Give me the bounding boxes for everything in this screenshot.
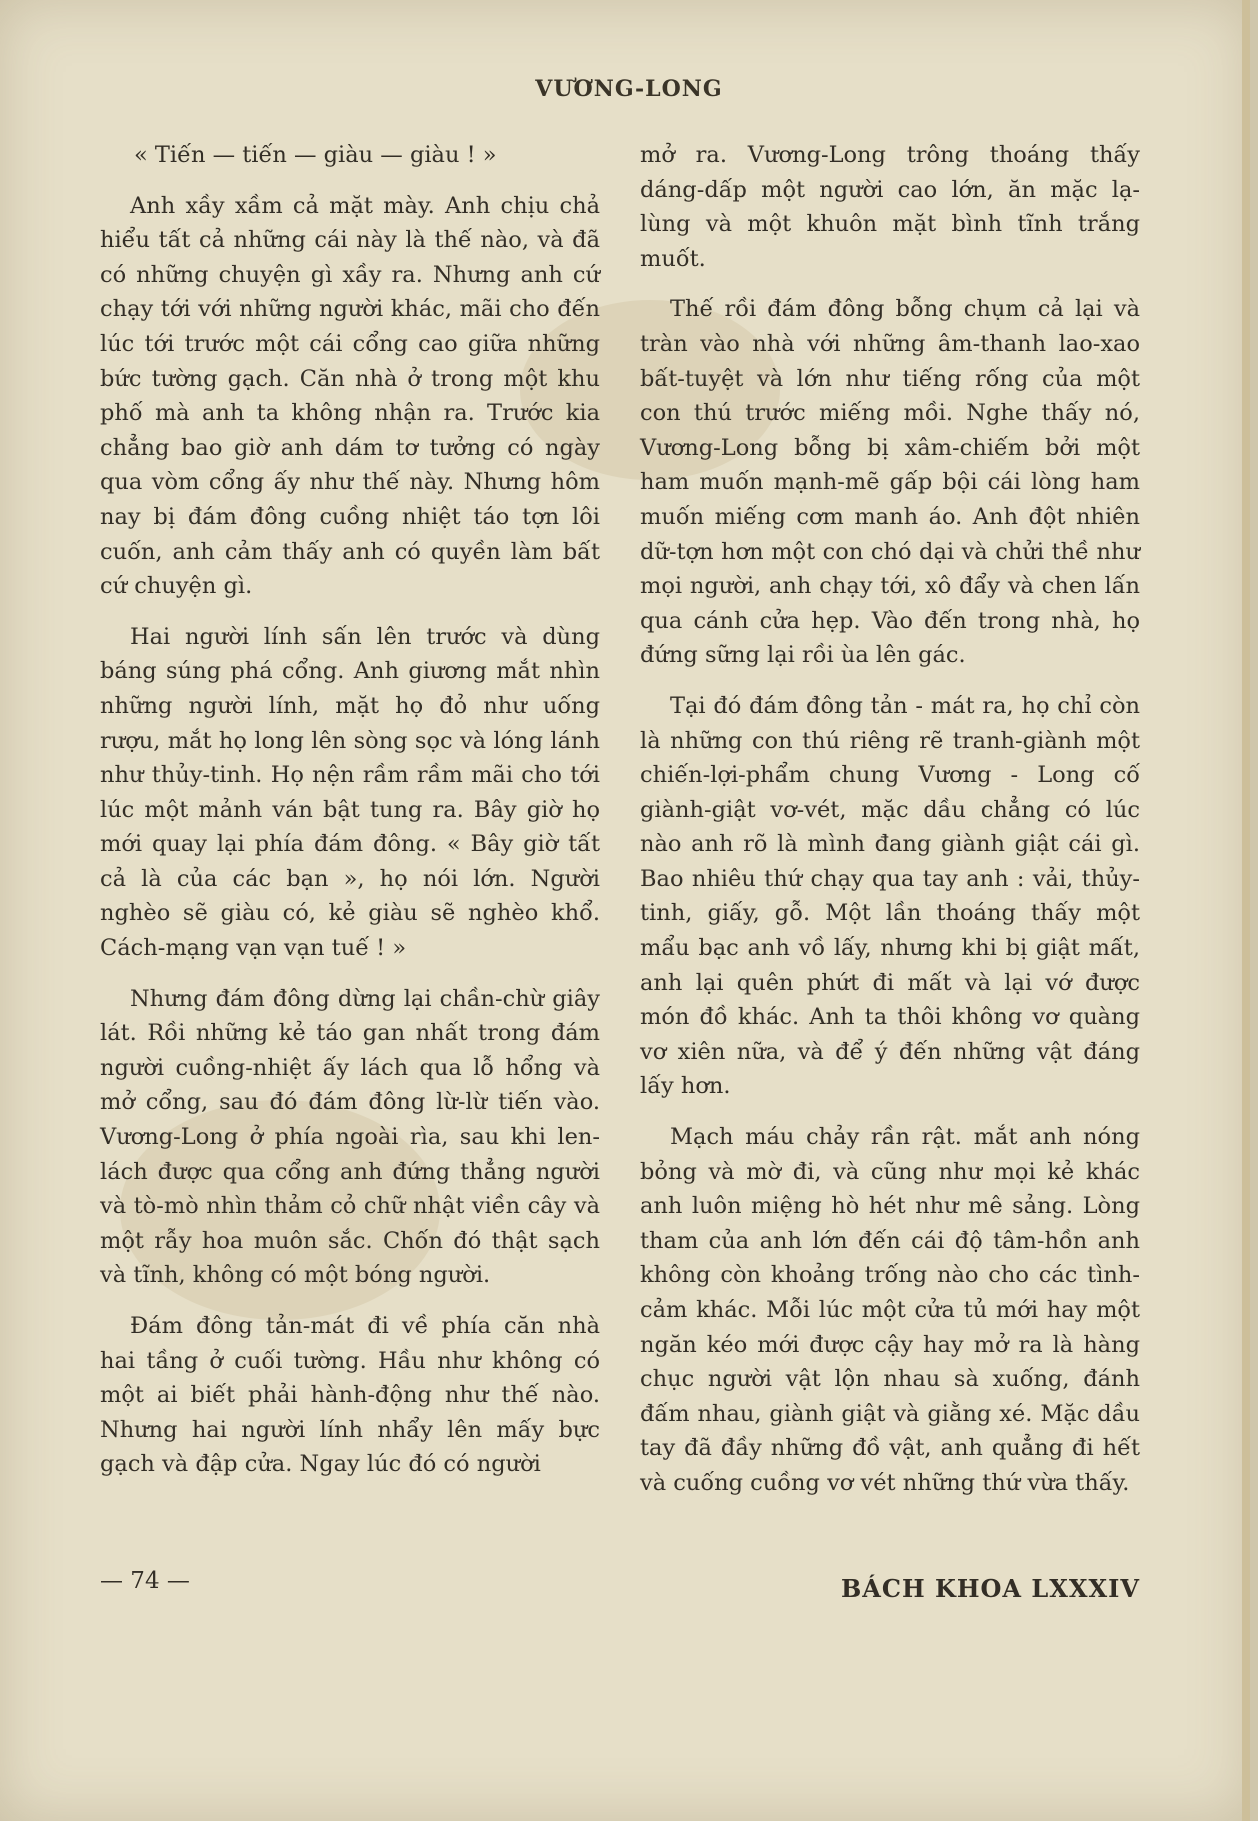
running-title: VƯƠNG-LONG <box>535 76 723 102</box>
paragraph: Đám đông tản-mát đi về phía căn nhà hai tầng ở cuối tường. Hầu như không có một ai biết phải hành-động như thế nào. Nhưng hai người lính nhẩy lên mấy bực gạch và đập cửa. Ngay lúc đó có người <box>100 1313 600 1478</box>
right-column <box>640 138 1140 1517</box>
paragraph: Hai người lính sấn lên trước và dùng báng súng phá cổng. Anh giương mắt nhìn những người lính, mặt họ đỏ như uống rượu, mắt họ long lên sòng sọc và lóng lánh như thủy-tinh. Họ nện rầm rầm mãi cho tới lúc một mảnh ván bật tung ra. Bây giờ họ mới quay lại phía đám đông. « Bây giờ tất cả là của các bạn », họ nói lớn. Người nghèo sẽ giàu có, kẻ giàu sẽ nghèo khổ. Cách-mạng vạn vạn tuế ! » <box>100 623 600 962</box>
paragraph: Nhưng đám đông dừng lại chần-chừ giây lát. Rồi những kẻ táo gan nhất trong đám người cuồng-nhiệt ấy lách qua lỗ hổng và mở cổng, sau đó đám đông lừ-lừ tiến vào. Vương-Long ở phía ngoài rìa, sau khi len-lách được qua cổng anh đứng thẳng người và tò-mò nhìn thảm cỏ chữ nhật viền cây và một rẫy hoa muôn sắc. Chốn đó thật sạch và tĩnh, không có một bóng người. <box>100 985 600 1289</box>
paragraph: Tại đó đám đông tản - mát ra, họ chỉ còn là những con thú riêng rẽ tranh-giành một chiến-lợi-phẩm chung Vương - Long cố giành-giật vơ-vét, mặc dầu chẳng có lúc nào anh rõ là mình đang giành giật cái gì. Bao nhiêu thứ chạy qua tay anh : vải, thủy-tinh, giấy, gỗ. Một lần thoáng thấy một mẩu bạc anh vồ lấy, nhưng khi bị giật mất, anh lại quên phứt đi mất và lại vớ được món đồ khác. Anh ta thôi không vơ quàng vơ xiên nữa, và để ý đến những vật đáng lấy hơn. <box>640 692 1140 1100</box>
paragraph: « Tiến — tiến — giàu — giàu ! » <box>134 142 497 168</box>
page-number: — 74 — <box>100 1568 190 1594</box>
paragraph: mở ra. Vương-Long trông thoáng thấy dáng-dấp một người cao lớn, ăn mặc lạ-lùng và một khuôn mặt bình tĩnh trắng muốt. <box>640 142 1140 272</box>
paragraph: Mạch máu chảy rần rật. mắt anh nóng bỏng và mờ đi, và cũng như mọi kẻ khác anh luôn miệng hò hét như mê sảng. Lòng tham của anh lớn đến cái độ tâm-hồn anh không còn khoảng trống nào cho các tình-cảm khác. Mỗi lúc một cửa tủ mới hay một ngăn kéo mới được cậy hay mở ra là hàng chục người vật lộn nhau sà xuống, đánh đấm nhau, giành giật và giằng xé. Mặc dầu tay đã đầy những đồ vật, anh quẳng đi hết và cuống cuồng vơ vét những thứ vừa thấy. <box>640 1124 1140 1496</box>
journal-footer: BÁCH KHOA LXXXIV <box>840 1574 1140 1603</box>
paragraph: Anh xầy xầm cả mặt mày. Anh chịu chả hiểu tất cả những cái này là thế nào, và đã có những chuyện gì xầy ra. Nhưng anh cứ chạy tới với những người khác, mãi cho đến lúc tới trước một cái cổng cao giữa những bức tường gạch. Căn nhà ở trong một khu phố mà anh ta không nhận ra. Trước kia chẳng bao giờ anh dám tơ tưởng có ngày qua vòm cổng ấy như thế này. Nhưng hôm nay bị đám đông cuồng nhiệt táo tợn lôi cuốn, anh cảm thấy anh có quyền làm bất cứ chuyện gì. <box>100 192 600 600</box>
paragraph: Thế rồi đám đông bỗng chụm cả lại và tràn vào nhà với những âm-thanh lao-xao bất-tuyệt và lớn như tiếng rống của một con thú trước miếng mồi. Nghe thấy nó, Vương-Long bỗng bị xâm-chiếm bởi một ham muốn mạnh-mẽ gấp bội cái lòng ham muốn miếng cơm manh áo. Anh đột nhiên dữ-tợn hơn một con chó dại và chửi thề như mọi người, anh chạy tới, xô đẩy và chen lấn qua cánh cửa hẹp. Vào đến trong nhà, họ đứng sững lại rồi ùa lên gác. <box>640 296 1140 669</box>
left-column <box>100 138 600 1498</box>
